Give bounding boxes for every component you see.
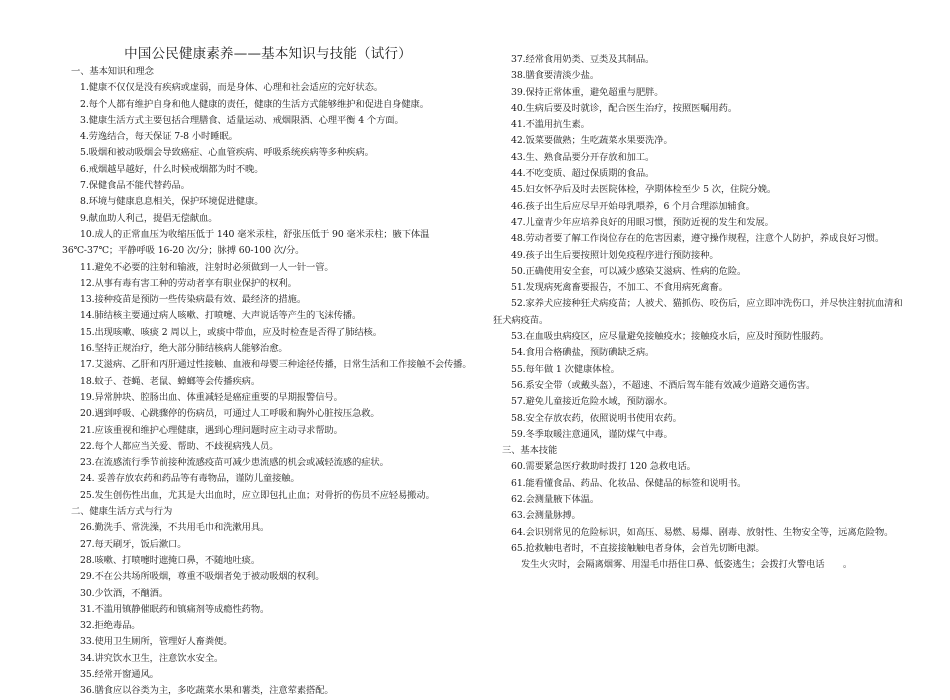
list-item: 28.咳嗽、打喷嚏时遮掩口鼻，不随地吐痰。: [80, 554, 261, 566]
list-item: 53.在血吸虫病疫区，应尽量避免接触疫水；接触疫水后，应及时预防性服药。: [511, 331, 829, 343]
list-item: 31.不滥用镇静催眠药和镇痛剂等成瘾性药物。: [80, 603, 270, 615]
list-item: 58.安全存放农药，依照说明书使用农药。: [511, 412, 682, 424]
list-item: 25.发生创伤性出血，尤其是大出血时，应立即包扎止血；对骨折的伤员不应轻易搬动。: [80, 489, 435, 501]
list-item: 21.应该重视和维护心理健康，遇到心理问题时应主动寻求帮助。: [80, 424, 343, 436]
list-item: 16.坚持正规治疗，绝大部分肺结核病人能够治愈。: [80, 343, 288, 355]
list-item: 63.会测量脉搏。: [511, 510, 581, 522]
list-item: 26.勤洗手、常洗澡，不共用毛巾和洗漱用具。: [80, 522, 270, 534]
list-item: 15.出现咳嗽、咳痰 2 周以上，或痰中带血，应及时检查是否得了肺结核。: [80, 326, 382, 338]
list-item: 4.劳逸结合，每天保证 7-8 小时睡眠。: [80, 131, 238, 143]
list-item: 51.发现病死禽畜要报告，不加工、不食用病死禽畜。: [511, 282, 728, 294]
list-item: 13.接种疫苗是预防一些传染病最有效、最经济的措施。: [80, 294, 307, 306]
list-item: 57.避免儿童接近危险水域，预防溺水。: [511, 396, 673, 408]
list-item: 30.少饮酒，不酗酒。: [80, 587, 169, 599]
item-group-left-2: [62, 260, 474, 358]
list-item: 9.献血助人利己，提倡无偿献血。: [80, 212, 218, 224]
list-item: 32.拒绝毒品。: [80, 620, 141, 632]
list-item: 49.孩子出生后要按照计划免疫程序进行预防接种。: [511, 249, 719, 261]
list-item: 11.避免不必要的注射和输液，注射时必须做到一人一针一管。: [80, 261, 334, 273]
list-item: 23.在流感流行季节前接种流感疫苗可减少患流感的机会或减轻流感的症状。: [80, 457, 389, 469]
list-item: 43.生、熟食品要分开存放和加工。: [511, 151, 655, 163]
list-item: 29.不在公共场所吸烟，尊重不吸烟者免于被动吸烟的权利。: [80, 571, 325, 583]
list-item: 39.保持正常体重，避免超重与肥胖。: [511, 86, 664, 98]
list-item: 61.能看懂食品、药品、化妆品、保健品的标签和说明书。: [511, 477, 747, 489]
list-item: 35.经常开窗通风。: [80, 668, 159, 680]
item-group-right-2: [493, 329, 905, 443]
list-item: 14.肺结核主要通过病人咳嗽、打喷嚏、大声说话等产生的飞沫传播。: [80, 310, 362, 322]
section-heading-skills: 三、基本技能: [502, 445, 558, 457]
list-item: 3.健康生活方式主要包括合理膳食、适量运动、戒烟限酒、心理平衡 4 个方面。: [80, 114, 404, 126]
list-item: 50.正确使用安全套，可以减少感染艾滋病、性病的危险。: [511, 265, 747, 277]
list-item: 59.冬季取暖注意通风，谨防煤气中毒。: [511, 428, 673, 440]
list-item: 7.保健食品不能代替药品。: [80, 180, 190, 192]
list-item: 12.从事有毒有害工种的劳动者享有职业保护的权利。: [80, 277, 297, 289]
right-column: [493, 0, 905, 574]
list-item-wrapped: 17.艾滋病、乙肝和丙肝通过性接触、血液和母婴三种途径传播，日常生活和工作接触不会传播。: [80, 359, 472, 371]
list-item: 45.妇女怀孕后及时去医院体检，孕期体检至少 5 次，住院分娩。: [511, 184, 777, 196]
item-group-right-1: [493, 52, 905, 296]
list-item: 1.健康不仅仅是没有疾病或虚弱，而是身体、心理和社会适应的完好状态。: [80, 82, 383, 94]
item-group-right-3: [493, 459, 905, 557]
item-group-left-1: [62, 80, 474, 227]
item-group-left-4: [62, 520, 474, 699]
list-item: 33.使用卫生厕所，管理好人畜粪便。: [80, 636, 233, 648]
list-item: 42.饭菜要做熟；生吃蔬菜水果要洗净。: [511, 135, 673, 147]
list-item: 5.吸烟和被动吸烟会导致癌症、心血管疾病、呼吸系统疾病等多种疾病。: [80, 147, 374, 159]
left-column: [62, 0, 474, 700]
list-item-wrapped: 52.家养犬应接种狂犬病疫苗；人被犬、猫抓伤、咬伤后，应立即冲洗伤口，并尽快注射抗血清和狂犬病疫苗。: [493, 298, 903, 326]
list-item: 20.遇到呼吸、心跳骤停的伤病员，可通过人工呼吸和胸外心脏按压急救。: [80, 408, 380, 420]
list-item: 8.环境与健康息息相关，保护环境促进健康。: [80, 196, 264, 208]
list-item: 发生火灾时，会隔离烟雾、用湿毛巾捂住口鼻、低姿逃生；会拨打火警电话 。: [521, 559, 853, 571]
list-item: 38.膳食要清淡少盐。: [511, 70, 600, 82]
list-item: 27.每天刷牙，饭后漱口。: [80, 538, 187, 550]
section-heading-lifestyle: 二、健康生活方式与行为: [71, 506, 173, 518]
list-item: 34.讲究饮水卫生，注意饮水安全。: [80, 652, 224, 664]
list-item-wrapped: 10.成人的正常血压为收缩压低于 140 毫米汞柱，舒张压低于 90 毫米汞柱；腋下体温 36℃-37℃；平静呼吸 16-20 次/分；脉搏 60-100 次/分。: [62, 228, 430, 257]
list-item: 46.孩子出生后应尽早开始母乳喂养，6 个月合理添加辅食。: [511, 200, 755, 212]
list-item: 55.每年做 1 次健康体检。: [511, 363, 620, 375]
list-item: 48.劳动者要了解工作岗位存在的危害因素，遵守操作规程，注意个人防护，养成良好习惯。: [511, 233, 885, 245]
list-item: 64.会识别常见的危险标识，如高压、易燃、易爆、剧毒、放射性、生物安全等，远离危险物。: [511, 526, 894, 538]
list-item: 41.不滥用抗生素。: [511, 119, 590, 131]
list-item: 62.会测量腋下体温。: [511, 494, 600, 506]
list-item: 54.食用合格碘盐，预防碘缺乏病。: [511, 347, 655, 359]
item-group-left-3: [62, 374, 474, 504]
list-item: 44.不吃变质、超过保质期的食品。: [511, 168, 655, 180]
document-title: 中国公民健康素养——基本知识与技能（试行）: [124, 46, 412, 62]
list-item: 36.膳食应以谷类为主，多吃蔬菜水果和薯类，注意荤素搭配。: [80, 685, 334, 697]
section-heading-knowledge: 一、基本知识和理念: [71, 66, 154, 77]
list-item: 24. 妥善存放农药和药品等有毒物品，谨防儿童接触。: [80, 473, 300, 485]
list-item: 60.需要紧急医疗救助时拨打 120 急救电话。: [511, 461, 696, 473]
list-item: 19.异常肿块、腔肠出血、体重减轻是癌症重要的早期报警信号。: [80, 391, 343, 403]
list-item: 56.系安全带（或戴头盔），不超速、不酒后驾车能有效减少道路交通伤害。: [511, 379, 816, 391]
list-item: 37.经常食用奶类、豆类及其制品。: [511, 54, 655, 65]
list-item: 2.每个人都有维护自身和他人健康的责任，健康的生活方式能够维护和促进自身健康。: [80, 98, 429, 110]
list-item: 18.蚊子、苍蝇、老鼠、蟑螂等会传播疾病。: [80, 375, 261, 387]
list-item: 40.生病后要及时就诊，配合医生治疗，按照医嘱用药。: [511, 102, 738, 114]
list-item: 47.儿童青少年应培养良好的用眼习惯，预防近视的发生和发展。: [511, 216, 774, 228]
list-item: 6.戒烟越早越好，什么时候戒烟都为时不晚。: [80, 163, 264, 175]
list-item: 65.抢救触电者时，不直接接触触电者身体，会首先切断电源。: [511, 542, 765, 554]
list-item: 22.每个人都应当关爱、帮助、不歧视病残人员。: [80, 440, 279, 452]
